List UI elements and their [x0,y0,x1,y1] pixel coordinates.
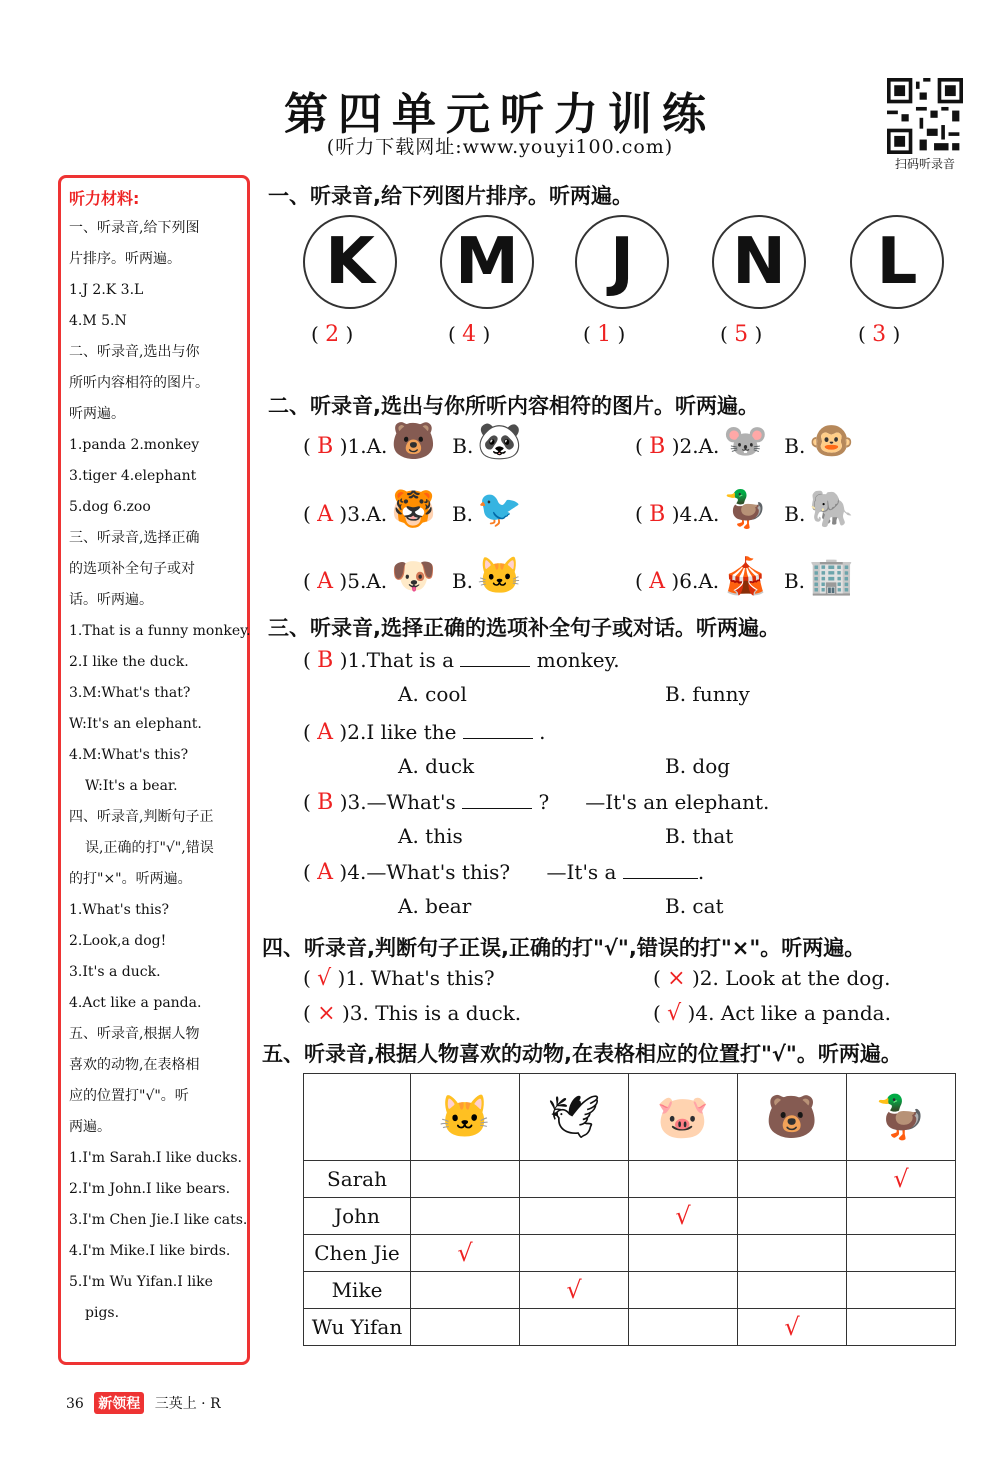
animal-column-header [629,1074,738,1161]
script-line: 一、听录音,给下列图 [69,220,200,236]
listening-script-title: 听力材料: [69,189,140,208]
order-answer-value: 2 [325,322,340,347]
item-number: 3. [347,502,367,526]
tick-mark: √ [784,1313,800,1341]
picture-choice-item: ( B )4.A. 🦆 B. 🐘 [635,489,855,530]
page-number: 36 [66,1396,84,1412]
qr-code-icon[interactable] [887,78,963,154]
download-url: (听力下载网址:www.youyi100.com) [326,136,674,158]
choice-answer[interactable]: A [317,720,334,745]
option-b-label: B. [783,569,806,593]
script-line: 1.I'm Sarah.I like ducks. [69,1150,242,1166]
order-answer-value: 1 [597,322,612,347]
sentence-item: ( A )2.I like the . [303,720,546,745]
choice-answer[interactable]: B [317,790,334,815]
sentence-part: . [697,860,705,884]
tick-cell[interactable] [629,1198,738,1235]
letter-glyph: M [455,225,519,299]
tick-cell[interactable] [738,1198,847,1235]
picture-choice-item: ( B )2.A. 🐭 B. 🐵 [635,421,855,462]
judge-answer[interactable]: × [667,966,686,991]
picture-choice-item: ( A )6.A. 🎪 B. 🏢 [635,556,854,597]
qr-caption: 扫码听录音 [894,157,955,171]
tick-cell[interactable] [738,1272,847,1309]
tick-cell[interactable] [847,1161,956,1198]
person-name-cell: John [304,1198,411,1235]
script-line: 的打"×"。听两遍。 [69,871,192,887]
script-line: 5.dog 6.zoo [69,499,151,515]
script-line: 3.tiger 4.elephant [69,468,197,484]
picture-choice-item: ( A )5.A. 🐶 B. 🐱 [303,556,522,597]
tick-cell[interactable] [520,1161,629,1198]
option-b: B. funny [665,682,750,706]
order-answer-value: 4 [462,322,477,347]
building-icon: 🏢 [809,556,854,597]
script-line: 3.M:What's that? [69,685,191,701]
duck-icon: 🦆 [723,489,769,530]
monkey-icon: 🐵 [809,421,855,462]
table-row [304,1235,956,1272]
letter-glyph: J [610,225,634,299]
script-line: pigs. [85,1305,120,1321]
script-line: 的选项补全句子或对 [69,561,195,577]
brand-badge: 新领程 [94,1392,144,1414]
script-line: 所听内容相符的图片。 [69,375,209,391]
option-b-label: B. [784,434,806,458]
script-line: 4.I'm Mike.I like birds. [69,1243,231,1259]
sentence-part: ? [538,790,550,814]
option-b-label: B. [451,502,474,526]
option-b: B. dog [665,754,731,778]
section4-heading: 四、听录音,判断句子正误,正确的打"√",错误的打"×"。听两遍。 [262,936,866,960]
tick-cell[interactable] [629,1272,738,1309]
option-a-label: A. [698,434,720,458]
tick-cell[interactable] [411,1235,520,1272]
option-a-label: A. [366,502,388,526]
cat-icon: 🐱 [477,556,522,597]
sentence-part: . [539,720,546,744]
order-answer-value: 3 [872,322,887,347]
item-number: 4. [679,502,699,526]
panda-icon: 🐼 [477,421,523,462]
judge-item: ( × )3. This is a duck. [303,1001,522,1026]
judge-item: ( √ )1. What's this? [303,966,495,991]
item-number: 2. [679,434,699,458]
option-b-label: B. [452,434,474,458]
judge-answer[interactable]: × [317,1001,336,1026]
tick-cell[interactable] [411,1161,520,1198]
section1-heading: 一、听录音,给下列图片排序。听两遍。 [268,184,633,208]
animal-column-header [738,1074,847,1161]
table-row [304,1309,956,1346]
script-line: 话。听两遍。 [69,592,153,608]
tiger-icon: 🐯 [391,489,436,530]
sentence-part: 3.—What's [347,790,456,814]
script-line: 两遍。 [69,1119,111,1135]
order-answer[interactable]: ( 4 ) [448,322,491,347]
cat-hand-icon: 🐱 [438,1092,492,1141]
animal-column-header [847,1074,956,1161]
tick-cell[interactable] [847,1272,956,1309]
script-line: 1.That is a funny monkey. [69,623,251,639]
sentence-item: ( B )3.—What's ? —It's an elephant. [303,790,770,815]
letter-picture [440,215,534,309]
script-line: 误,正确的打"√",错误 [85,840,214,856]
judge-item: ( × )2. Look at the dog. [653,966,891,991]
table-row [304,1161,956,1198]
sentence-item: ( A )4.—What's this? —It's a . [303,860,705,885]
section3-heading: 三、听录音,选择正确的选项补全句子或对话。听两遍。 [268,616,780,640]
preference-table [303,1073,956,1346]
script-line: 听两遍。 [69,406,125,422]
section2-heading: 二、听录音,选出与你所听内容相符的图片。听两遍。 [268,394,759,418]
pig-hand-icon: 🐷 [656,1092,710,1141]
sentence-part: 1.That is a [347,648,455,672]
tick-cell[interactable] [629,1309,738,1346]
option-a-label: A. [698,502,720,526]
page-footer [66,1392,221,1414]
order-answer[interactable]: ( 2 ) [311,322,354,347]
tick-cell[interactable] [738,1309,847,1346]
tick-cell[interactable] [629,1161,738,1198]
bird-hand-icon: 🕊 [547,1092,601,1141]
script-line: 4.M 5.N [69,313,127,329]
listening-script-panel [58,175,250,1365]
order-answer[interactable]: ( 3 ) [858,322,901,347]
sentence-part: —It's a [546,860,617,884]
script-line: 4.M:What's this? [69,747,189,763]
option-a: A. this [398,824,463,848]
script-line: W:It's a bear. [85,778,178,794]
choice-answer[interactable]: A [317,860,334,885]
tick-cell[interactable] [411,1309,520,1346]
person-name-cell: Sarah [304,1161,411,1198]
script-line: 喜欢的动物,在表格相 [69,1057,200,1073]
page-title: 第四单元听力训练 [284,89,716,140]
choice-answer[interactable]: B [649,434,666,459]
answer-blank[interactable] [623,877,698,879]
table-row [304,1272,956,1309]
tick-cell[interactable] [847,1309,956,1346]
option-a-label: A. [366,569,388,593]
judge-sentence: 3. This is a duck. [349,1001,522,1025]
sentence-part: —It's an elephant. [585,790,770,814]
script-line: 应的位置打"√"。听 [69,1088,189,1104]
option-a-label: A. [366,434,388,458]
table-corner-cell [304,1074,411,1161]
tick-cell[interactable] [520,1198,629,1235]
choice-answer[interactable]: B [317,434,334,459]
choice-answer[interactable]: A [649,569,666,594]
judge-sentence: 4. Act like a panda. [695,1001,891,1025]
option-b: B. cat [665,894,724,918]
option-b: B. that [665,824,734,848]
tick-cell[interactable] [520,1309,629,1346]
tick-cell[interactable] [738,1235,847,1272]
item-number: 6. [679,569,699,593]
tick-cell[interactable] [629,1235,738,1272]
judge-item: ( √ )4. Act like a panda. [653,1001,891,1026]
mouse-icon: 🐭 [723,421,769,462]
script-line: 1.panda 2.monkey [69,437,200,453]
person-name-cell: Wu Yifan [304,1309,411,1346]
letter-glyph: N [732,225,786,299]
answer-blank[interactable] [462,807,532,809]
tick-mark: √ [675,1202,691,1230]
choice-answer[interactable]: B [317,648,334,673]
judge-answer[interactable]: √ [317,966,332,991]
letter-glyph: K [325,225,375,299]
judge-answer[interactable]: √ [667,1001,682,1026]
script-line: 4.Act like a panda. [69,995,202,1011]
tick-cell[interactable] [520,1235,629,1272]
option-a-label: A. [698,569,720,593]
choice-answer[interactable]: A [317,569,334,594]
choice-answer[interactable]: B [649,502,666,527]
script-line: 2.I like the duck. [69,654,189,670]
option-b-label: B. [784,502,806,526]
answer-blank[interactable] [460,665,530,667]
duck-hand-icon: 🦆 [874,1092,928,1141]
script-line: 片排序。听两遍。 [69,251,181,267]
option-b-label: B. [451,569,474,593]
judge-sentence: 1. What's this? [345,966,495,990]
tick-cell[interactable] [847,1198,956,1235]
tick-cell[interactable] [411,1198,520,1235]
person-name-cell: Chen Jie [304,1235,411,1272]
animal-column-header [520,1074,629,1161]
script-line: W:It's an elephant. [69,716,202,732]
picture-choice-item: ( B )1.A. 🐻 B. 🐼 [303,421,523,462]
table-row [304,1198,956,1235]
script-line: 3.It's a duck. [69,964,161,980]
letter-picture [575,215,669,309]
bear-icon: 🐻 [391,421,437,462]
bear-hand-icon: 🐻 [765,1092,819,1141]
tick-cell[interactable] [738,1161,847,1198]
picture-choice-item: ( A )3.A. 🐯 B. 🐦 [303,489,522,530]
item-number: 1. [347,434,367,458]
script-line: 五、听录音,根据人物 [69,1026,200,1042]
tick-mark: √ [566,1276,582,1304]
zoo-icon: 🎪 [723,556,768,597]
order-answer[interactable]: ( 1 ) [583,322,626,347]
answer-blank[interactable] [463,737,533,739]
script-line: 2.Look,a dog! [69,933,167,949]
letter-picture [712,215,806,309]
script-line: 1.What's this? [69,902,170,918]
elephant-icon: 🐘 [809,489,855,530]
script-line: 二、听录音,选出与你 [69,344,200,360]
tick-cell[interactable] [411,1272,520,1309]
section5-heading: 五、听录音,根据人物喜欢的动物,在表格相应的位置打"√"。听两遍。 [262,1042,902,1066]
item-number: 5. [347,569,367,593]
order-answer[interactable]: ( 5 ) [720,322,763,347]
option-a: A. cool [398,682,467,706]
tick-mark: √ [893,1165,909,1193]
tick-cell[interactable] [520,1272,629,1309]
table-header-row [304,1074,956,1161]
animal-column-header [411,1074,520,1161]
letter-picture [850,215,944,309]
tick-cell[interactable] [847,1235,956,1272]
sentence-item: ( B )1.That is a monkey. [303,648,620,673]
letter-picture [303,215,397,309]
script-line: 5.I'm Wu Yifan.I like [69,1274,213,1290]
person-name-cell: Mike [304,1272,411,1309]
bird-icon: 🐦 [477,489,522,530]
sentence-part: monkey. [536,648,620,672]
letter-glyph: L [876,225,918,299]
script-line: 1.J 2.K 3.L [69,282,144,298]
choice-answer[interactable]: A [317,502,334,527]
script-line: 2.I'm John.I like bears. [69,1181,231,1197]
script-line: 四、听录音,判断句子正 [69,809,214,825]
grade-label: 三英上 · R [154,1396,221,1412]
script-line: 3.I'm Chen Jie.I like cats. [69,1212,248,1228]
judge-sentence: 2. Look at the dog. [699,966,891,990]
sentence-part: 4.—What's this? [347,860,511,884]
script-line: 三、听录音,选择正确 [69,530,200,546]
option-a: A. duck [398,754,475,778]
dog-icon: 🐶 [391,556,436,597]
sentence-part: 2.I like the [347,720,457,744]
tick-mark: √ [457,1239,473,1267]
order-answer-value: 5 [734,322,749,347]
option-a: A. bear [398,894,472,918]
